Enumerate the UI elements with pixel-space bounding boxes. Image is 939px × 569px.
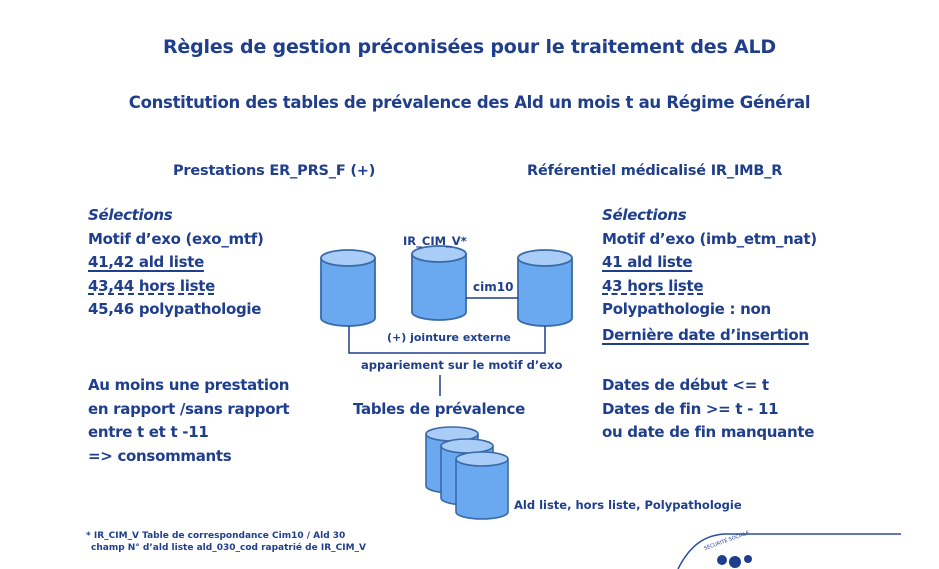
right-condition: ou date de fin manquante bbox=[602, 423, 815, 441]
securite-sociale-logo bbox=[678, 534, 901, 569]
right-item-hors-liste: 43 hors liste bbox=[602, 276, 704, 295]
right-motif: Motif d’exo (imb_etm_nat) bbox=[602, 229, 817, 248]
left-condition: entre t et t -11 bbox=[88, 423, 209, 441]
ir-imb-r-table-icon bbox=[518, 250, 572, 326]
page-subtitle: Constitution des tables de prévalence des Ald un mois t au Régime Général bbox=[128, 93, 811, 112]
right-condition: Dates de début <= t bbox=[602, 376, 769, 394]
right-selections-label: Sélections bbox=[602, 206, 687, 224]
result-caption: Ald liste, hors liste, Polypathologie bbox=[514, 498, 742, 512]
match-label: appariement sur le motif d’exo bbox=[361, 358, 563, 372]
prevalence-tables-icon bbox=[426, 427, 508, 519]
left-item-polypathologie: 45,46 polypathologie bbox=[88, 300, 262, 318]
right-item-polypathologie: Polypathologie : non bbox=[602, 300, 771, 318]
left-item-hors-liste: 43,44 hors liste bbox=[88, 276, 215, 295]
ir-cim-v-table-icon bbox=[412, 246, 466, 320]
center-table-label: IR_CIM_V* bbox=[403, 234, 467, 248]
left-condition: Au moins une prestation bbox=[88, 376, 290, 394]
result-label: Tables de prévalence bbox=[353, 400, 526, 418]
right-condition: Dates de fin >= t - 11 bbox=[602, 399, 779, 418]
right-last-date: Dernière date d’insertion bbox=[602, 325, 809, 344]
left-heading: Prestations ER_PRS_F (+) bbox=[173, 163, 376, 179]
logo-text: SÉCURITÉ SOCIALE bbox=[703, 530, 751, 552]
join-label: (+) jointure externe bbox=[387, 331, 511, 344]
left-condition: en rapport /sans rapport bbox=[88, 399, 290, 418]
right-item-ald-liste: 41 ald liste bbox=[602, 253, 693, 271]
left-item-ald-liste: 41,42 ald liste bbox=[88, 253, 204, 271]
left-motif: Motif d’exo (exo_mtf) bbox=[88, 229, 264, 248]
footnote-line: champ N° d’ald liste ald_030_cod rapatrié de IR_CIM_V bbox=[91, 543, 367, 553]
right-heading: Référentiel médicalisé IR_IMB_R bbox=[527, 163, 783, 179]
cim10-link-label: cim10 bbox=[473, 280, 514, 294]
prestations-table-icon bbox=[321, 250, 375, 326]
left-condition: => consommants bbox=[88, 446, 232, 465]
left-selections-label: Sélections bbox=[88, 206, 173, 224]
footnote-line: * IR_CIM_V Table de correspondance Cim10 / Ald 30 bbox=[86, 531, 346, 541]
page-title: Règles de gestion préconisées pour le traitement des ALD bbox=[163, 36, 776, 58]
footnote bbox=[86, 530, 366, 554]
